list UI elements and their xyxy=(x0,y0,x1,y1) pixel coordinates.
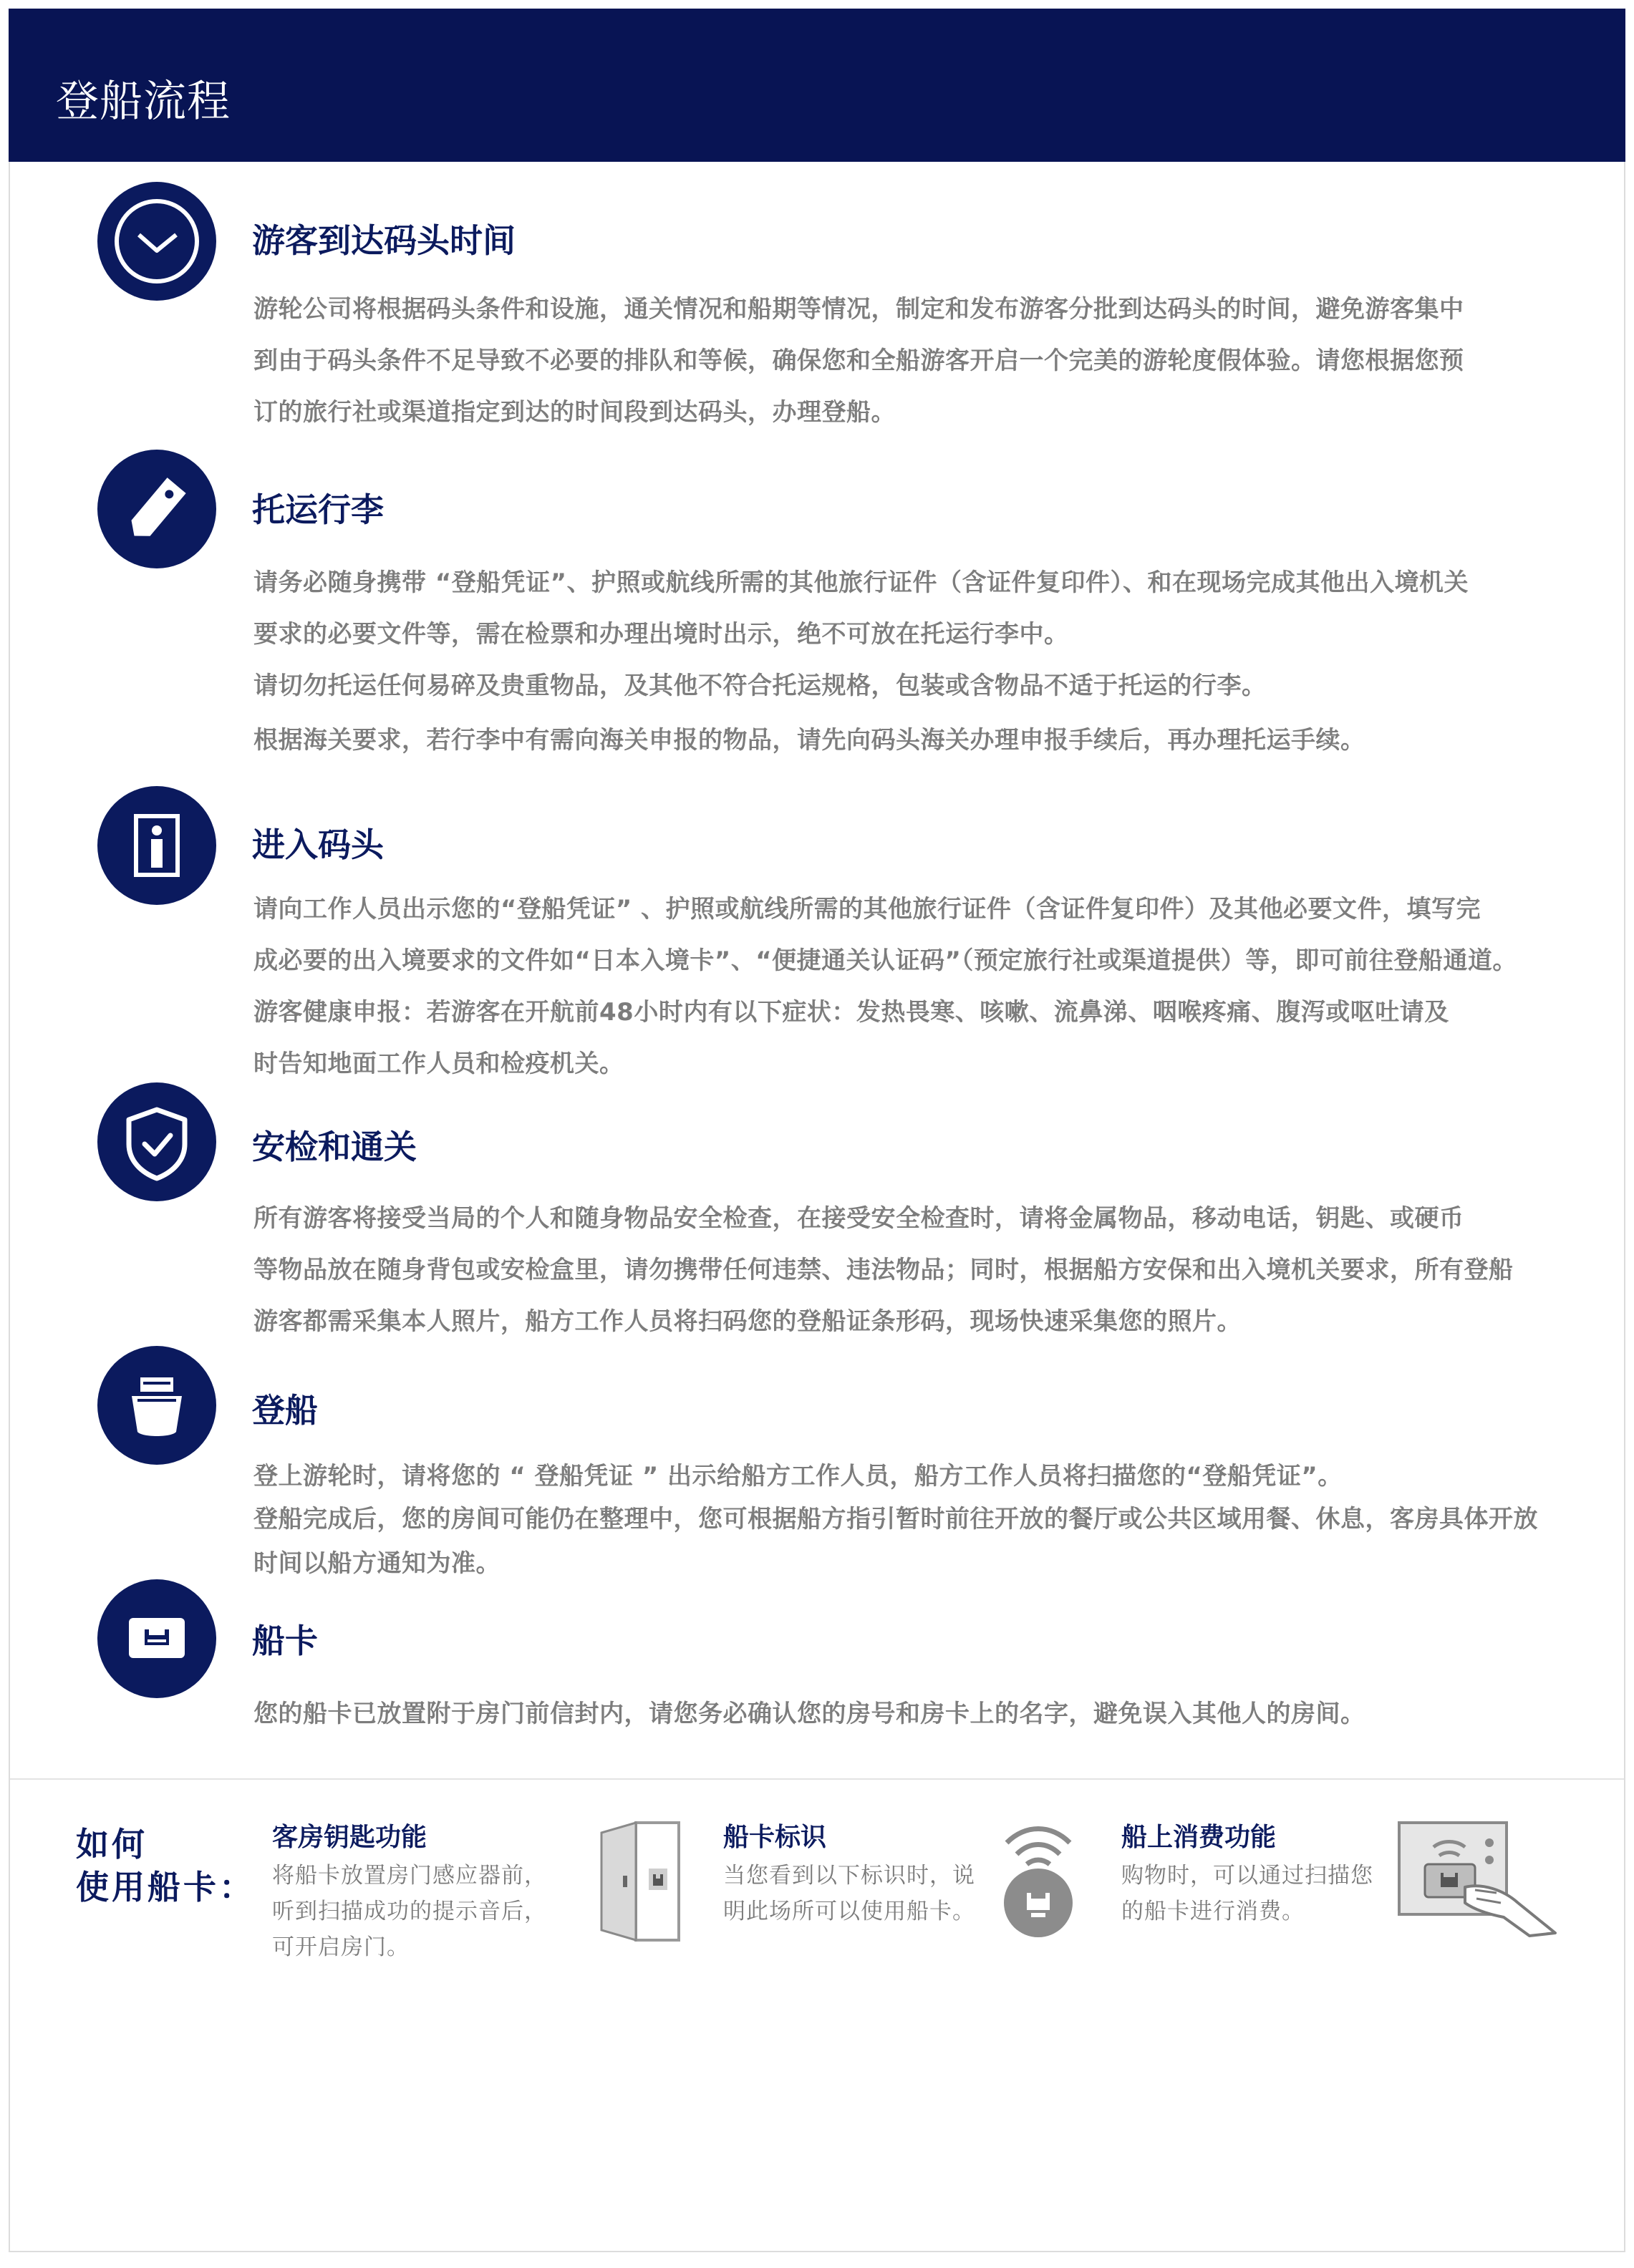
section-text: 游轮公司将根据码头条件和设施，通关情况和船期等情况，制定和发布游客分批到达码头的时间，避免游客集中 xyxy=(253,295,1464,324)
feature-title-card-sign: 船卡标识 xyxy=(723,1823,827,1852)
section-text: 等物品放在随身背包或安检盒里，请勿携带任何违禁、违法物品；同时，根据船方安保和出入境机关要求，所有登船 xyxy=(253,1256,1514,1284)
section-title-security: 安检和通关 xyxy=(252,1128,417,1166)
clock-icon xyxy=(97,182,216,301)
feature-text: 购物时，可以通过扫描您 xyxy=(1121,1863,1373,1889)
luggage-tag-icon xyxy=(97,450,216,568)
section-text: 所有游客将接受当局的个人和随身物品安全检查，在接受安全检查时，请将金属物品，移动电话，钥匙、或硬币 xyxy=(253,1204,1464,1233)
ship-card-icon xyxy=(97,1579,216,1698)
section-title-card: 船卡 xyxy=(252,1622,318,1660)
ship-icon xyxy=(97,1346,216,1465)
section-title-luggage: 托运行李 xyxy=(252,490,384,529)
security-gate-icon xyxy=(97,786,216,905)
section-title-boarding: 登船 xyxy=(252,1391,318,1430)
page-title: 登船流程 xyxy=(56,77,231,127)
door-sensor-icon xyxy=(599,1818,682,1944)
feature-text: 明此场所可以使用船卡。 xyxy=(723,1899,975,1924)
section-text: 要求的必要文件等，需在检票和办理出境时出示，绝不可放在托运行李中。 xyxy=(253,620,1069,649)
howto-label-line2: 使用船卡： xyxy=(76,1868,255,1906)
feature-text: 的船卡进行消费。 xyxy=(1121,1899,1305,1924)
section-text: 根据海关要求，若行李中有需向海关申报的物品，请先向码头海关办理申报手续后，再办理托运手续。 xyxy=(253,726,1365,755)
card-payment-icon xyxy=(1396,1818,1561,1940)
section-text: 请务必随身携带 “登船凭证”、护照或航线所需的其他旅行证件（含证件复印件）、和在现场完成其他出入境机关 xyxy=(253,568,1469,597)
section-text: 游客都需采集本人照片，船方工作人员将扫码您的登船证条形码，现场快速采集您的照片。 xyxy=(253,1307,1242,1336)
header-bar xyxy=(9,9,1625,162)
feature-text: 当您看到以下标识时，说 xyxy=(723,1863,975,1889)
section-title-terminal: 进入码头 xyxy=(252,825,384,864)
feature-title-room-key: 客房钥匙功能 xyxy=(272,1823,427,1852)
section-text: 请向工作人员出示您的“登船凭证” 、护照或航线所需的其他旅行证件（含证件复印件）及其他必要文件，填写完 xyxy=(253,895,1481,924)
section-text: 时告知地面工作人员和检疫机关。 xyxy=(253,1050,624,1078)
section-text: 到由于码头条件不足导致不必要的排队和等候，确保您和全船游客开启一个完美的游轮度假体验。请您根据您预 xyxy=(253,346,1464,375)
divider xyxy=(10,1778,1624,1780)
feature-text: 将船卡放置房门感应器前， xyxy=(272,1863,547,1889)
section-text: 订的旅行社或渠道指定到达的时间段到达码头，办理登船。 xyxy=(253,398,896,427)
card-signal-icon xyxy=(995,1818,1081,1942)
section-text: 请切勿托运任何易碎及贵重物品，及其他不符合托运规格，包装或含物品不适于托运的行李。 xyxy=(253,672,1267,700)
feature-title-payment: 船上消费功能 xyxy=(1121,1823,1277,1852)
section-text: 登船完成后，您的房间可能仍在整理中，您可根据船方指引暂时前往开放的餐厅或公共区域用餐、休息，客房具体开放 xyxy=(253,1505,1538,1533)
shield-check-icon xyxy=(97,1082,216,1201)
howto-label-line1: 如何 xyxy=(76,1825,148,1864)
section-text: 您的船卡已放置附于房门前信封内，请您务必确认您的房号和房卡上的名字，避免误入其他人的房间。 xyxy=(253,1700,1365,1728)
feature-text: 听到扫描成功的提示音后， xyxy=(272,1899,547,1924)
section-text: 成必要的出入境要求的文件如“日本入境卡”、“便捷通关认证码”（预定旅行社或渠道提供）等，即可前往登船通道。 xyxy=(253,946,1517,975)
section-title-arrival: 游客到达码头时间 xyxy=(252,221,516,260)
section-text: 游客健康申报：若游客在开航前48小时内有以下症状：发热畏寒、咳嗽、流鼻涕、咽喉疼痛、腹泻或呕吐请及 xyxy=(253,998,1449,1027)
section-text: 时间以船方通知为准。 xyxy=(253,1549,501,1578)
section-text: 登上游轮时，请将您的 “ 登船凭证 ” 出示给船方工作人员，船方工作人员将扫描您的“登船凭证”。 xyxy=(253,1462,1343,1491)
feature-text: 可开启房门。 xyxy=(272,1934,410,1960)
